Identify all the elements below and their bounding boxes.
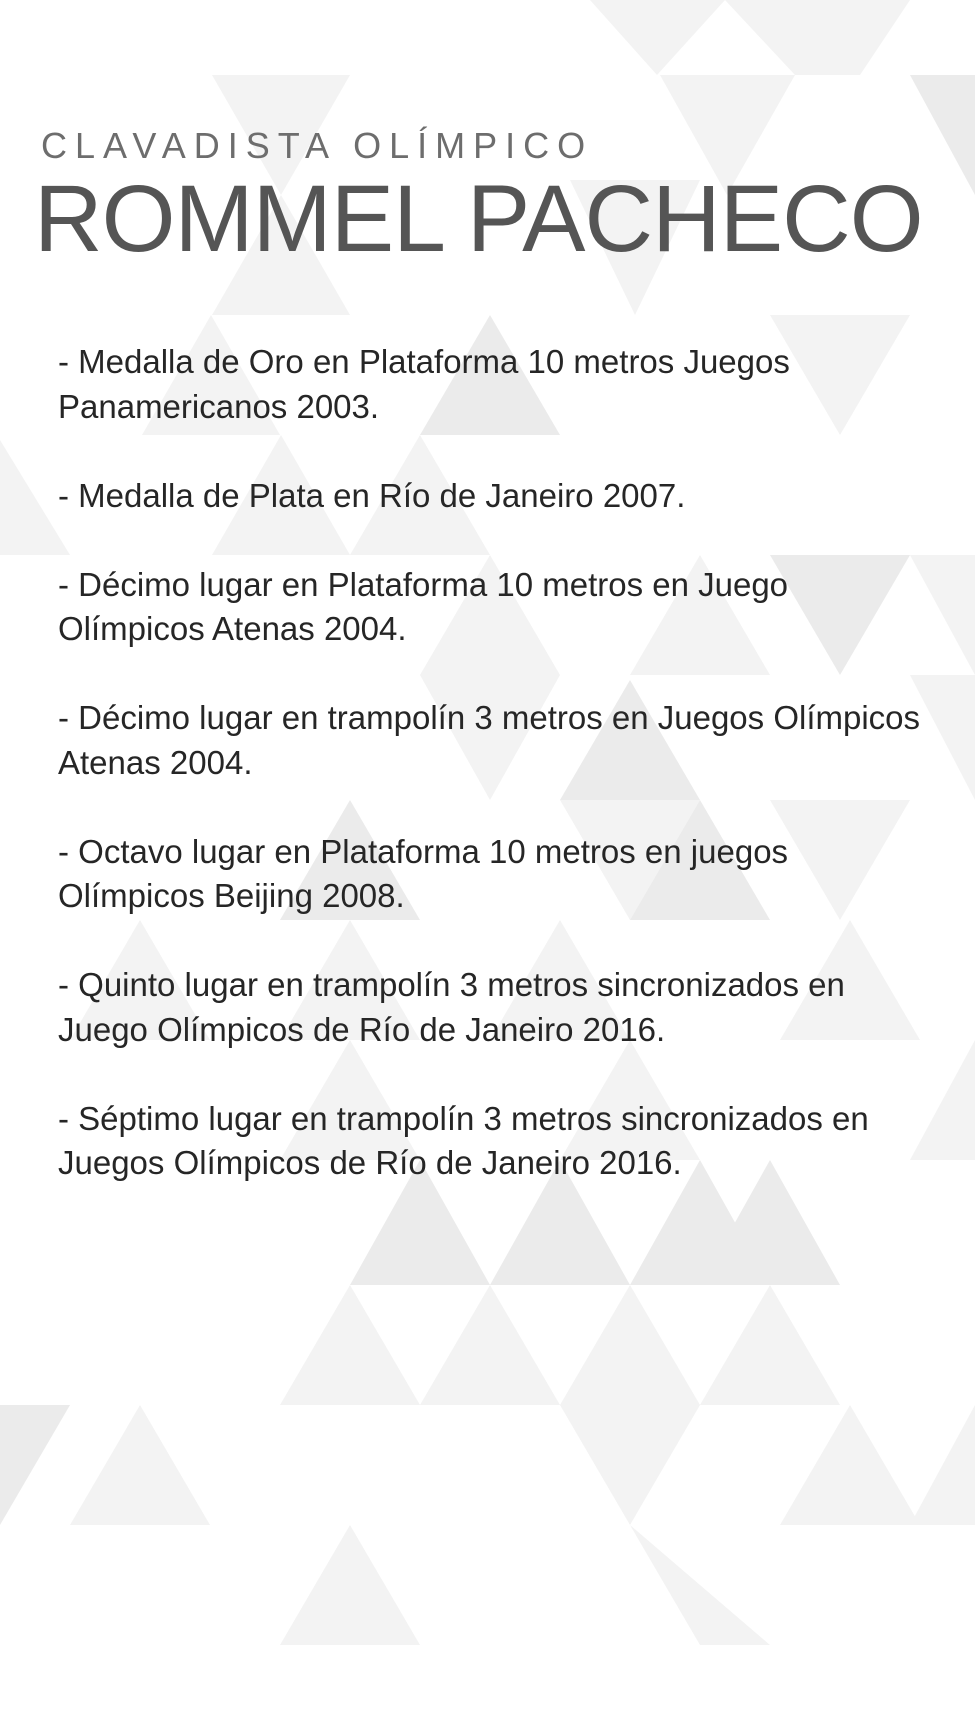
achievement-item: - Décimo lugar en trampolín 3 metros en Juegos Olímpicos Atenas 2004. [58, 699, 921, 781]
achievement-item: - Medalla de Oro en Plataforma 10 metros Juegos Panamericanos 2003. [58, 343, 790, 425]
achievement-item: - Séptimo lugar en trampolín 3 metros sincronizados en Juegos Olímpicos de Río de Janeiro 2016. [58, 1099, 869, 1181]
page-subtitle: CLAVADISTA OLÍMPICO [41, 125, 594, 166]
achievement-item: - Décimo lugar en Plataforma 10 metros en Juego Olímpicos Atenas 2004. [58, 565, 789, 647]
achievement-item: - Medalla de Plata en Río de Janeiro 2007. [58, 476, 686, 514]
achievement-item: - Quinto lugar en trampolín 3 metros sincronizados en Juego Olímpicos de Río de Janeiro 2016. [58, 966, 845, 1048]
achievements-list [58, 340, 938, 1230]
page-title: ROMMEL PACHECO [34, 166, 923, 272]
achievement-item: - Octavo lugar en Plataforma 10 metros en juegos Olímpicos Beijing 2008. [58, 832, 789, 914]
